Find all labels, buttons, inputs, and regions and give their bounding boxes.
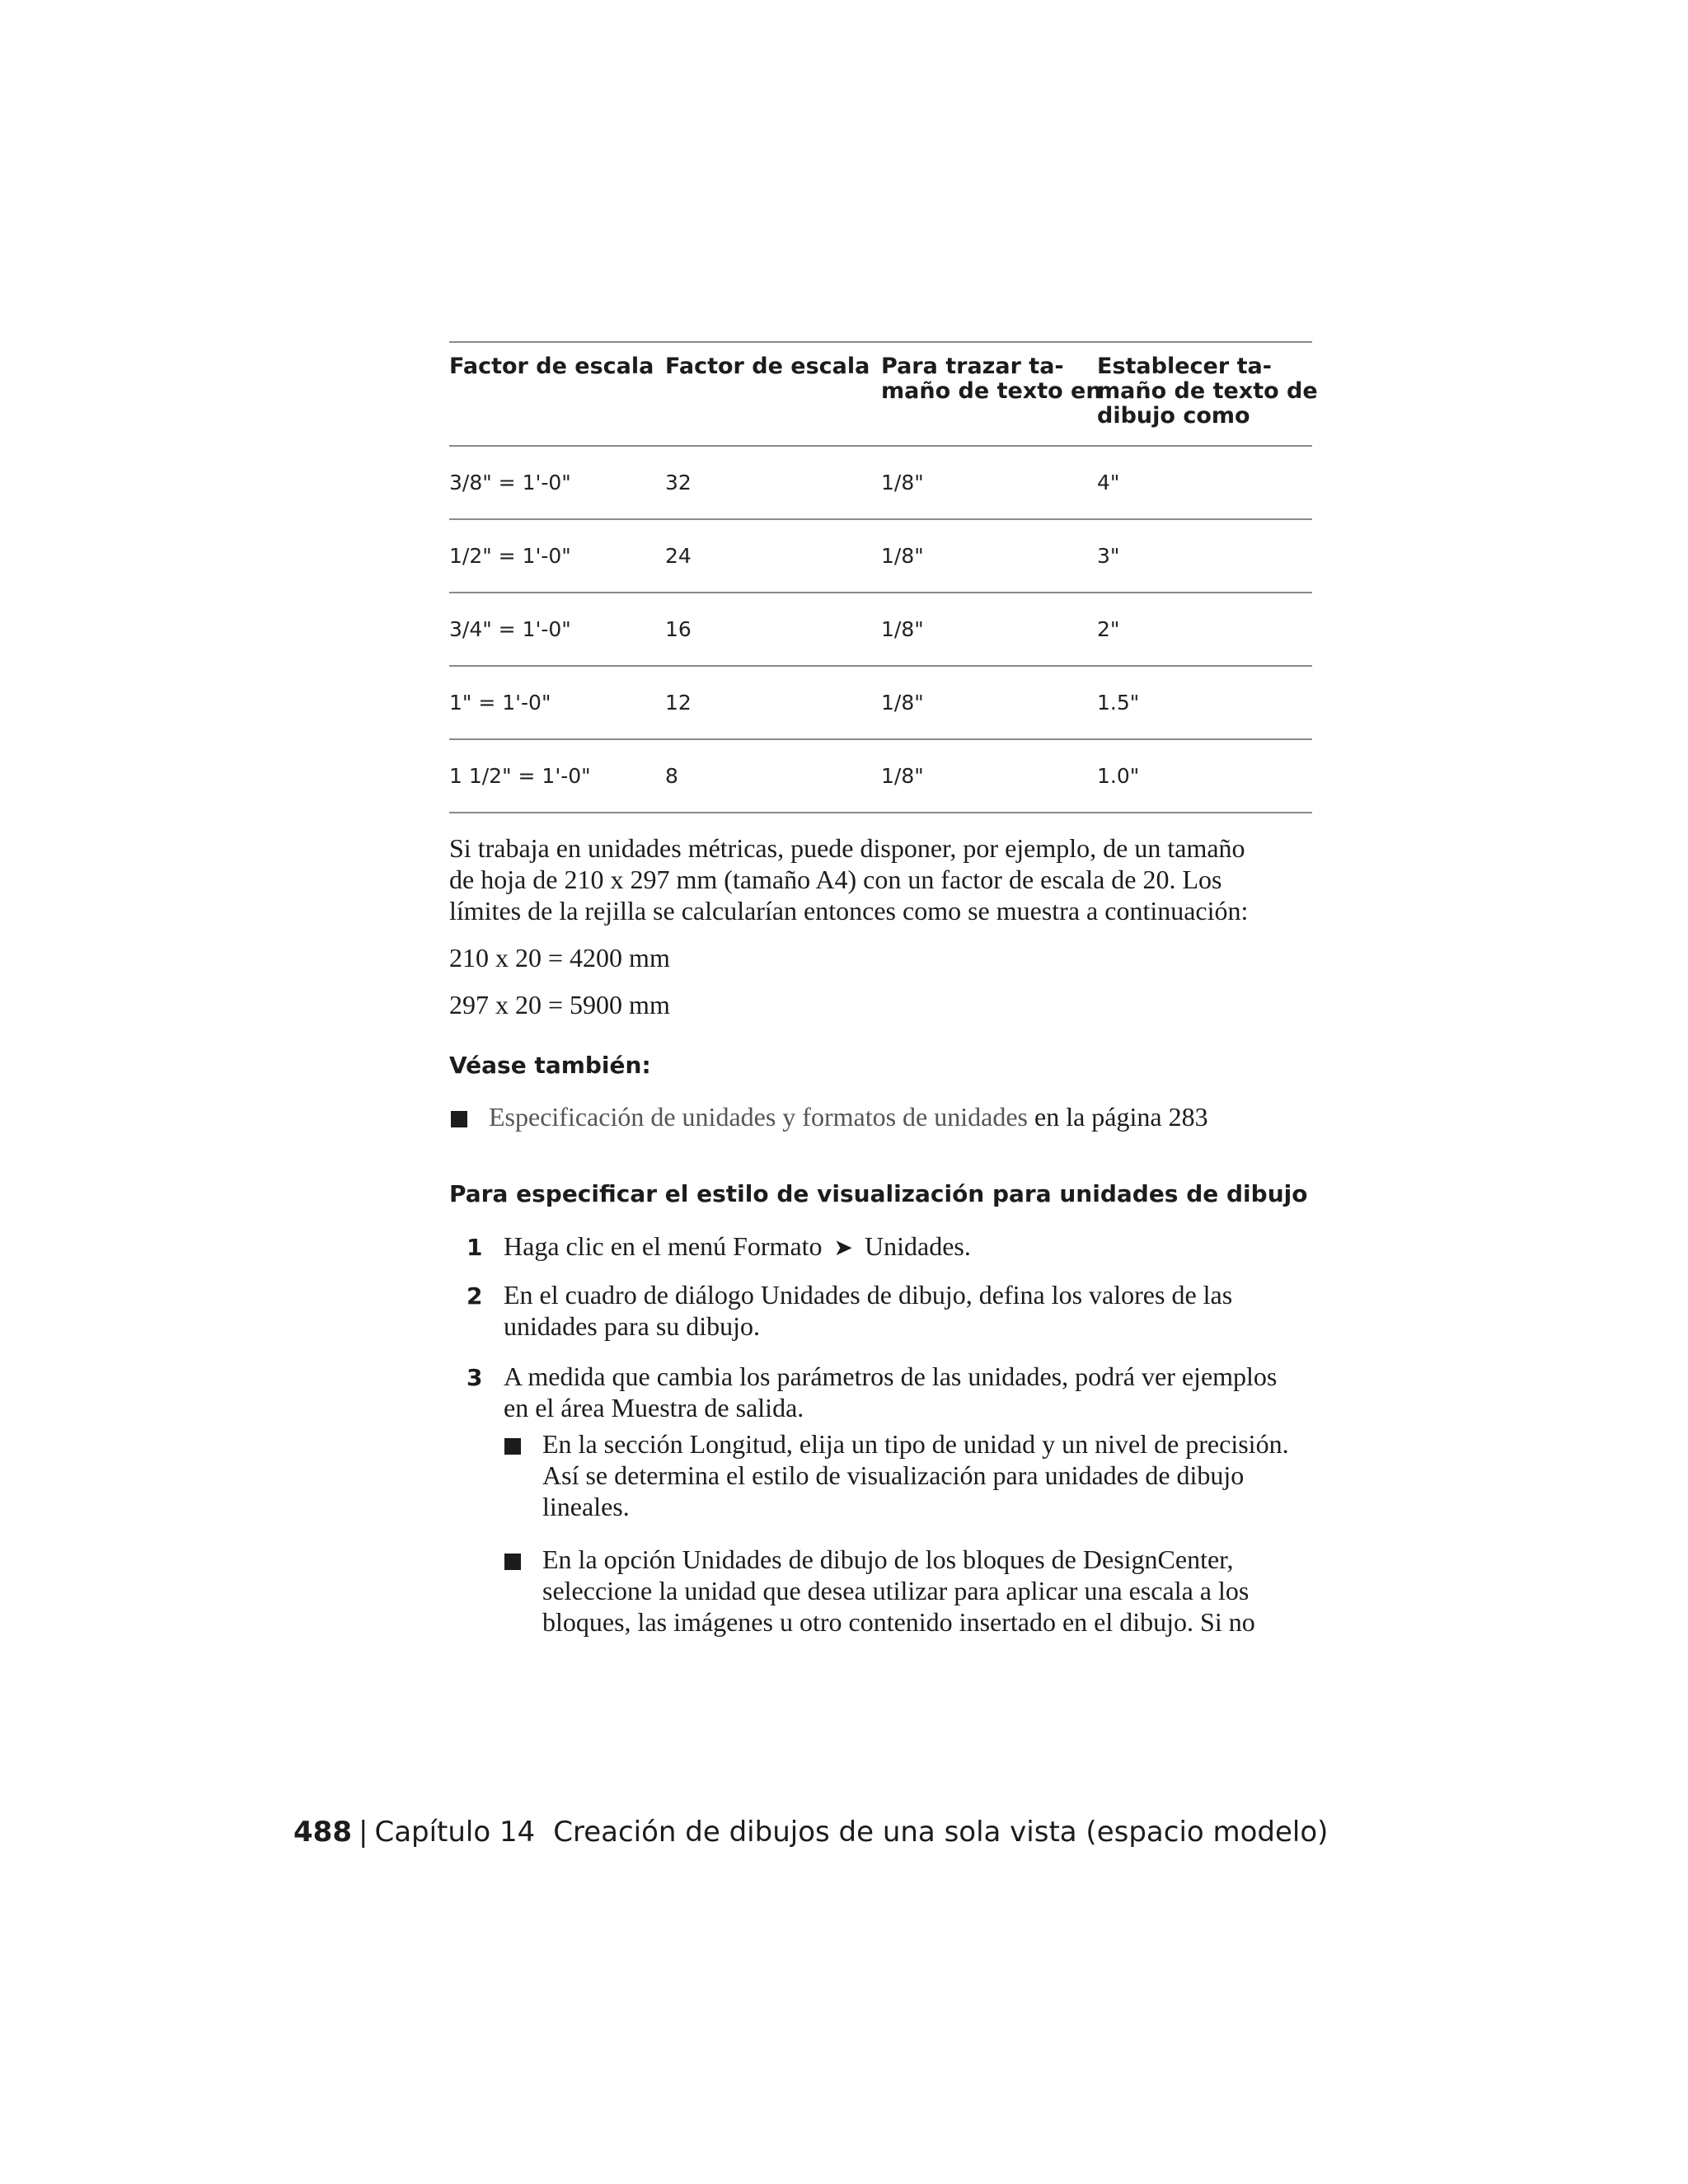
see-also-heading: Véase también: <box>449 1052 651 1079</box>
table-cell: 1.5" <box>1097 691 1140 715</box>
table-cell: 1.0" <box>1097 764 1140 788</box>
page-footer <box>293 1816 1328 1849</box>
table-cell: 1/8" <box>881 764 924 788</box>
step-3: A medida que cambia los parámetros de las unidades, podrá ver ejemplos en el área Muestra de salida. <box>504 1361 1278 1422</box>
footer-separator: | <box>358 1816 368 1849</box>
table-row <box>449 740 1312 813</box>
table-cell: 2" <box>1097 617 1120 641</box>
table-row <box>449 667 1312 740</box>
procedure-heading: Para especificar el estilo de visualización para unidades de dibujo <box>449 1180 1308 1207</box>
intro-paragraph: Si trabaja en unidades métricas, puede disponer, por ejemplo, de un tamaño de hoja de 210 x 297 mm (tamaño A4) con un factor de escala de 20. Los límites de la rejilla se calcularían entonces como se muestra a continuación: <box>449 833 1249 926</box>
table-cell: 8 <box>665 764 678 788</box>
table-cell: 3/4" = 1'-0" <box>449 617 571 641</box>
bullet-icon <box>504 1438 521 1455</box>
step-number: 3 <box>467 1364 483 1391</box>
step-1: Haga clic en el menú Formato ➤ Unidades. <box>504 1230 1320 1263</box>
sub-item-length: En la sección Longitud, elija un tipo de unidad y un nivel de precisión. Así se determina el estilo de visualización para unidades de dibujo lineales. <box>542 1429 1289 1521</box>
bullet-icon <box>451 1111 467 1127</box>
table-cell: 3" <box>1097 544 1120 568</box>
table-cell: 1/8" <box>881 617 924 641</box>
header-cell: Factor de escala <box>449 354 654 379</box>
header-cell: Establecer ta- maño de texto de dibujo como <box>1097 354 1318 429</box>
table-row <box>449 520 1312 593</box>
table-cell: 24 <box>665 544 692 568</box>
header-cell: Para trazar ta- maño de texto en <box>881 354 1102 404</box>
table-header <box>449 341 1318 447</box>
table-cell: 3/8" = 1'-0" <box>449 471 571 494</box>
equation-width: 210 x 20 = 4200 mm <box>449 943 670 972</box>
sub-item-designcenter: En la opción Unidades de dibujo de los bloques de DesignCenter, seleccione la unidad que desea utilizar para aplicar una escala a los bloques, las imágenes u otro contenido insertado en el dibujo. Si no <box>542 1544 1255 1637</box>
step-2: En el cuadro de diálogo Unidades de dibujo, defina los valores de las unidades para su dibujo. <box>504 1280 1233 1341</box>
table-cell: 1/8" <box>881 691 924 715</box>
equation-height: 297 x 20 = 5900 mm <box>449 990 670 1019</box>
table-cell: 1" = 1'-0" <box>449 691 551 715</box>
see-also-item <box>489 1101 1313 1132</box>
table-cell: 1/8" <box>881 544 924 568</box>
header-cell: Factor de escala <box>665 354 870 379</box>
chapter-title: Creación de dibujos de una sola vista (espacio modelo) <box>553 1816 1329 1849</box>
table-cell: 1/8" <box>881 471 924 494</box>
table-cell: 12 <box>665 691 692 715</box>
step-number: 2 <box>467 1282 483 1310</box>
table-cell: 16 <box>665 617 692 641</box>
scale-factor-table <box>449 341 1318 813</box>
table-row <box>449 447 1312 520</box>
chapter-label: Capítulo 14 <box>374 1816 536 1849</box>
page-number: 488 <box>293 1816 352 1849</box>
table-cell: 4" <box>1097 471 1120 494</box>
bullet-icon <box>504 1554 521 1570</box>
table-cell: 1/2" = 1'-0" <box>449 544 571 568</box>
table-row <box>449 593 1312 667</box>
arrow-right-icon: ➤ <box>833 1234 853 1261</box>
table-cell: 1 1/2" = 1'-0" <box>449 764 591 788</box>
table-cell: 32 <box>665 471 692 494</box>
page-reference: en la página 283 <box>1028 1102 1208 1132</box>
see-also-link[interactable]: Especificación de unidades y formatos de unidades <box>489 1102 1028 1132</box>
step-number: 1 <box>467 1234 483 1261</box>
